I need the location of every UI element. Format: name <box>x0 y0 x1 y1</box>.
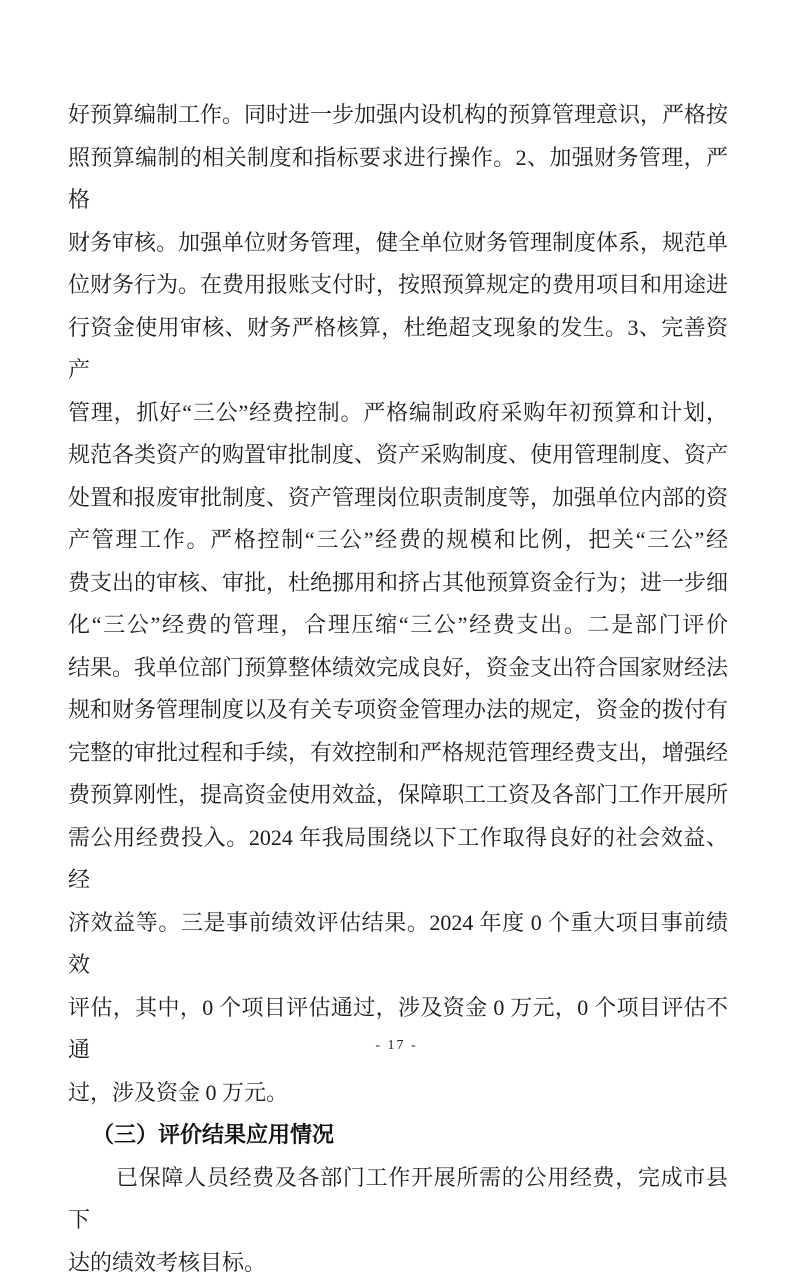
text-line: 已保障人员经费及各部门工作开展所需的公用经费，完成市县下 <box>68 1157 728 1242</box>
text-line: 规范各类资产的购置审批制度、资产采购制度、使用管理制度、资产 <box>68 434 728 477</box>
text-line: 位财务行为。在费用报账支付时，按照预算规定的费用项目和用途进 <box>68 264 728 307</box>
text-line: 好预算编制工作。同时进一步加强内设机构的预算管理意识，严格按 <box>68 94 728 137</box>
text-line: 达的绩效考核目标。 <box>68 1242 728 1284</box>
text-line: 财务审核。加强单位财务管理，健全单位财务管理制度体系，规范单 <box>68 222 728 265</box>
text-line: 产管理工作。严格控制“三公”经费的规模和比例，把关“三公”经 <box>68 519 728 562</box>
page-number: - 17 - <box>0 1036 793 1056</box>
text-line: 费预算刚性，提高资金使用效益，保障职工工资及各部门工作开展所 <box>68 774 728 817</box>
text-line: 照预算编制的相关制度和指标要求进行操作。2、加强财务管理，严格 <box>68 137 728 222</box>
text-line: 济效益等。三是事前绩效评估结果。2024 年度 0 个重大项目事前绩效 <box>68 902 728 987</box>
body-paragraph <box>68 94 728 1114</box>
text-line: 费支出的审核、审批，杜绝挪用和挤占其他预算资金行为；进一步细 <box>68 562 728 605</box>
text-line: 管理，抓好“三公”经费控制。严格编制政府采购年初预算和计划， <box>68 392 728 435</box>
text-line: 完整的审批过程和手续，有效控制和严格规范管理经费支出，增强经 <box>68 732 728 775</box>
text-line: 行资金使用审核、财务严格核算，杜绝超支现象的发生。3、完善资产 <box>68 307 728 392</box>
text-line: 结果。我单位部门预算整体绩效完成良好，资金支出符合国家财经法 <box>68 647 728 690</box>
text-line: 处置和报废审批制度、资产管理岗位职责制度等，加强单位内部的资 <box>68 477 728 520</box>
text-line: 需公用经费投入。2024 年我局围绕以下工作取得良好的社会效益、经 <box>68 817 728 902</box>
text-line: 规和财务管理制度以及有关专项资金管理办法的规定，资金的拨付有 <box>68 689 728 732</box>
closing-paragraph <box>68 1157 728 1284</box>
text-line: 过，涉及资金 0 万元。 <box>68 1072 728 1115</box>
document-body <box>68 94 728 1284</box>
text-line: 化“三公”经费的管理，合理压缩“三公”经费支出。二是部门评价 <box>68 604 728 647</box>
section-heading: （三）评价结果应用情况 <box>68 1114 728 1157</box>
text-line: 评估，其中，0 个项目评估通过，涉及资金 0 万元，0 个项目评估不通 <box>68 987 728 1072</box>
